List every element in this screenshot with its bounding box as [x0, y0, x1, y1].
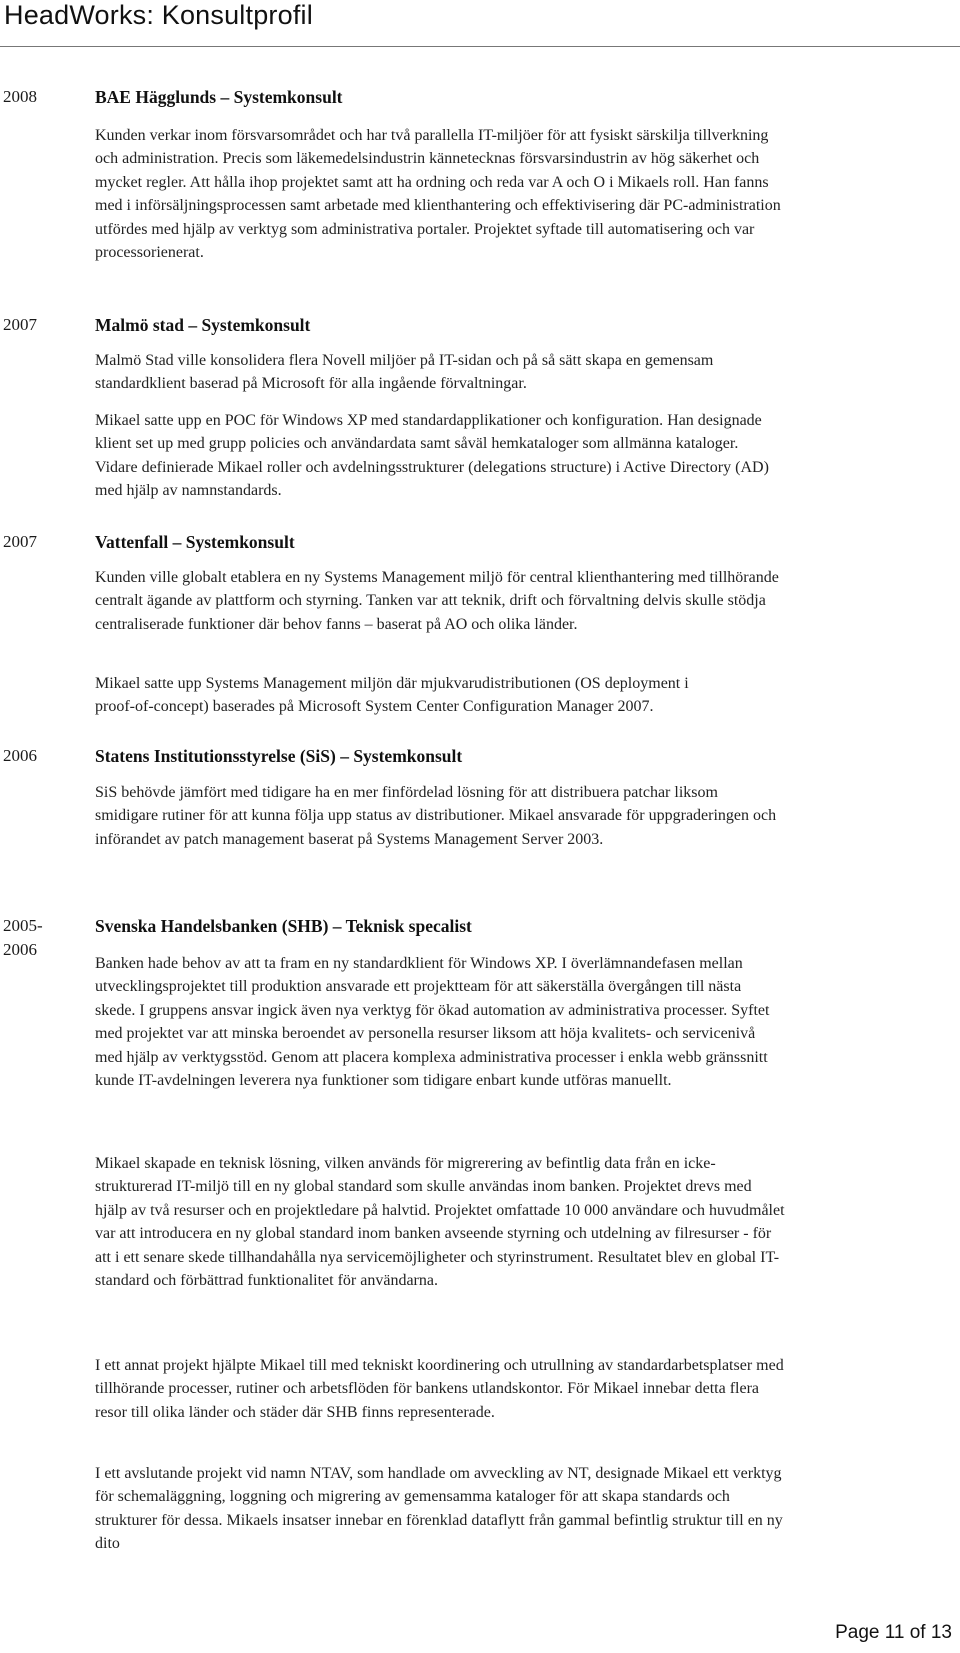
- entry-year: 2007: [3, 315, 37, 334]
- entry-paragraph: Kunden ville globalt etablera en ny Systems Management miljö för central klienthantering med tillhörande centralt ägande av plattform och styrning. Tanken var att teknik, drift och förvaltning delvis skulle stödja centraliserade funktioner där behov fanns – baserat på AO och olika länder.: [95, 569, 779, 633]
- entry-paragraph: Banken hade behov av att ta fram en ny standardklient för Windows XP. I överlämnandefasen mellan utvecklingsprojektet till produktion ansvarade ett projektteam för att säkerställa övergången till nästa skede. I gruppens ansvar ingick även nya verktyg för ökad automation av administrativa processer. Syftet med projektet var att minska beroendet av personella resurser liksom att höja kvalitets- och servicenivå med hjälp av verktygsstöd. Genom att placera komplexa administrativa processer i enkla webb gränssnitt kunde IT-avdelningen leverera nya funktioner som tidigare enbart kunde utföras manuellt.: [95, 955, 770, 1090]
- entry-heading: Vattenfall – Systemkonsult: [95, 532, 295, 552]
- entry-year: 2007: [3, 532, 37, 551]
- entry-paragraph: SiS behövde jämfört med tidigare ha en mer finfördelad lösning för att distribuera patchar liksom smidigare rutiner för att kunna följa upp status av distributioner. Mikael ansvarade för uppgraderingen och införandet av patch management baserat på Systems Management Server 2003.: [95, 784, 777, 848]
- header-divider: [0, 46, 960, 47]
- entry-heading: Statens Institutionsstyrelse (SiS) – Systemkonsult: [95, 746, 463, 766]
- entry-heading: Malmö stad – Systemkonsult: [95, 315, 311, 335]
- entry-year: 2008: [3, 87, 37, 106]
- entry-paragraph: Malmö Stad ville konsolidera flera Novell miljöer på IT-sidan och på så sätt skapa en gemensam standardklient baserad på Microsoft för alla ingående förvaltningar.: [95, 352, 714, 393]
- entry-paragraph: I ett avslutande projekt vid namn NTAV, som handlade om avveckling av NT, designade Mikael ett verktyg för schemaläggning, loggning och migrering av gemensamma kataloger för att skapa standards och strukturer för dessa. Mikaels insatser innebar en förenklad dataflytt från gammal befintlig struktur till en ny dito: [95, 1465, 783, 1553]
- page-number: Page 11 of 13: [835, 1622, 952, 1643]
- entry-paragraph: Kunden verkar inom försvarsområdet och har två parallella IT-miljöer för att fysiskt särskilja tillverkning och administration. Precis som läkemedelsindustrin kännetecknas försvarsindustrin av hög säkerhet och mycket regler. Att hålla ihop projektet samt att ha ordning och reda var A och O i Mikaels roll. Han fanns med i införsäljningsprocessen samt arbetade med klienthantering och effektivisering där PC-administration utfördes med hjälp av verktyg som administrativa portaler. Projektet syftade till automatisering och var processorienerat.: [95, 127, 781, 262]
- entry-heading: Svenska Handelsbanken (SHB) – Teknisk specalist: [95, 916, 472, 936]
- entry-paragraph: Mikael satte upp en POC för Windows XP med standardapplikationer och konfiguration. Han designade klient set up med grupp policies och användardata samt såväl hemkataloger som allmänna kataloger. Vidare definierade Mikael roller och avdelningsstrukturer (delegations structure) i Active Directory (AD) med hjälp av namnstandards.: [95, 412, 769, 500]
- entry-year: 2005- 2006: [3, 916, 43, 959]
- entry-paragraph: Mikael satte upp Systems Management miljön där mjukvarudistributionen (OS deployment i proof-of-concept) baserades på Microsoft System Center Configuration Manager 2007.: [95, 675, 689, 716]
- entry-heading: BAE Hägglunds – Systemkonsult: [95, 87, 343, 107]
- entry-paragraph: I ett annat projekt hjälpte Mikael till med tekniskt koordinering och utrullning av standardarbetsplatser med tillhörande processer, rutiner och arbetsflöden för bankens utlandskontor. För Mikael innebar detta flera resor till olika länder och städer där SHB finns representerade.: [95, 1357, 784, 1421]
- entry-paragraph: Mikael skapade en teknisk lösning, vilken används för migrerering av befintlig data från en icke-strukturerad IT-miljö till en ny global standard som skulle användas inom banken. Projektet drevs med hjälp av två resurser och en projektledare på halvtid. Projektet omfattade 10 000 användare och huvudmålet var att introducera en ny global standard inom banken avseende styrning och utdelning av filresurser - för att i ett senare skede tillhandahålla nya servicemöjligheter och styrinstrument. Resultatet blev en global IT-standard och förbättrad funktionalitet för användarna.: [95, 1155, 785, 1290]
- page-title: HeadWorks: Konsultprofil: [4, 0, 313, 30]
- entry-year: 2006: [3, 746, 37, 765]
